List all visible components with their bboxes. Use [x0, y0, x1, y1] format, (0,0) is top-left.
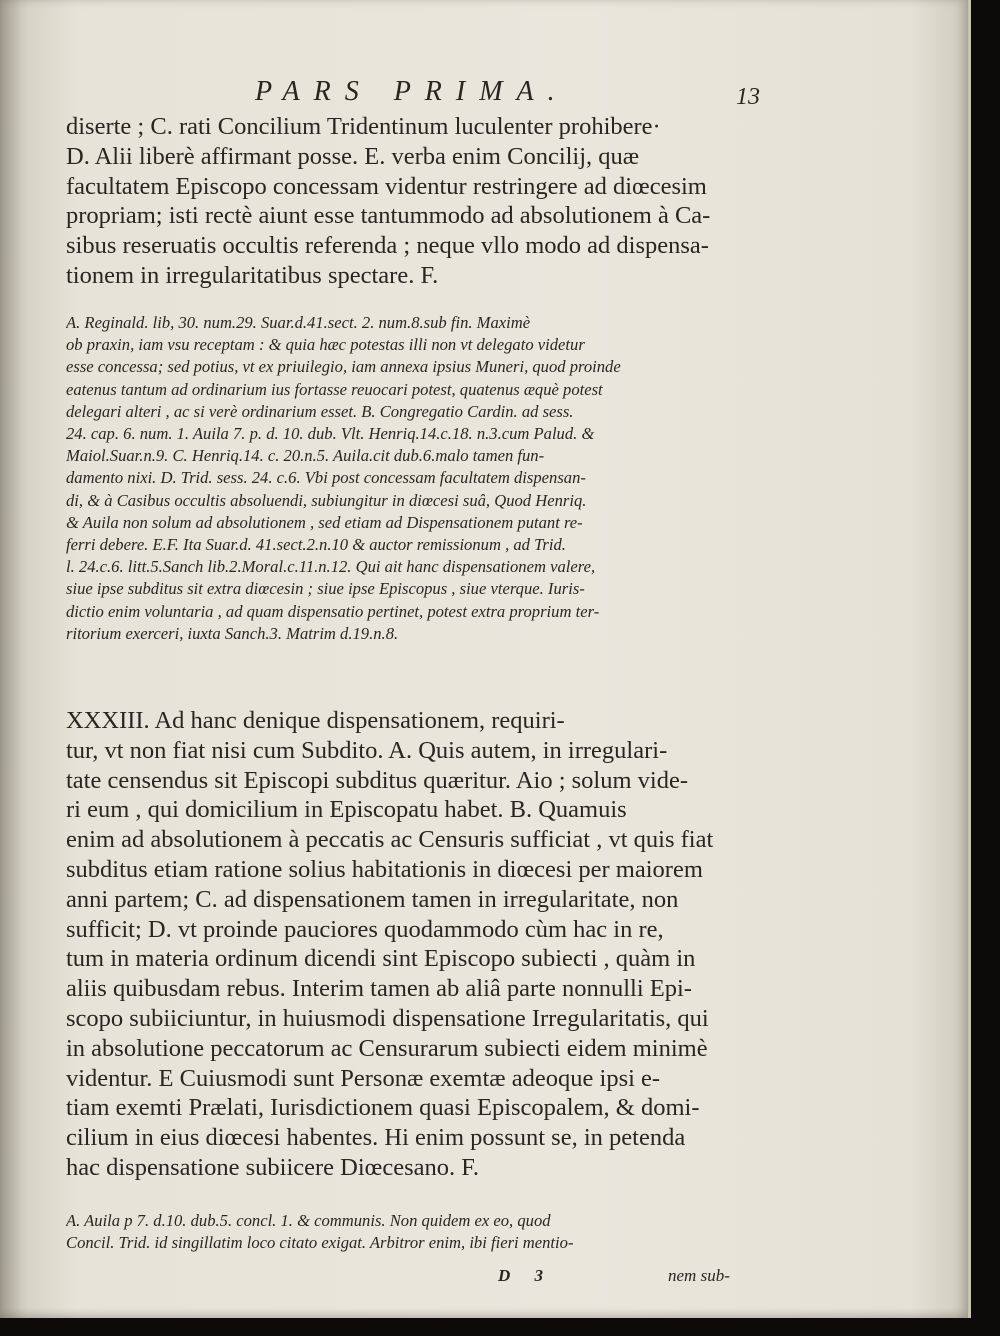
text-line: anni partem; C. ad dispensationem tamen in irregularitate, non — [66, 885, 679, 913]
text-line: subditus etiam ratione solius habitationis in diœcesi per maiorem — [66, 855, 703, 883]
text-line: cilium in eius diœcesi habentes. Hi enim possunt se, in petenda — [66, 1124, 686, 1152]
text-line: aliis quibusdam rebus. Interim tamen ab aliâ parte nonnulli Epi- — [66, 975, 692, 1003]
page-number: 13 — [736, 84, 760, 110]
text-line: enim ad absolutionem à peccatis ac Censuris sufficiat , vt quis fiat — [66, 826, 714, 854]
note-line: delegari alteri , ac si verè ordinarium esset. B. Congregatio Cardin. ad sess. — [66, 401, 574, 421]
note-line: l. 24.c.6. litt.5.Sanch lib.2.Moral.c.11.n.12. Qui ait hanc dispensationem valere, — [66, 557, 596, 577]
note-line: eatenus tantum ad ordinarium ius fortasse reuocari potest, quatenus æquè potest — [66, 379, 603, 399]
note-line: Maiol.Suar.n.9. C. Henriq.14. c. 20.n.5. Auila.cit dub.6.malo tamen fun- — [66, 446, 545, 466]
note-line: ritorium exerceri, iuxta Sanch.3. Matrim d.19.n.8. — [66, 623, 399, 643]
note-line: esse concessa; sed potius, vt ex priuilegio, iam annexa ipsius Muneri, quod proinde — [66, 357, 621, 377]
text-line: scopo subiiciuntur, in huiusmodi dispensatione Irregularitatis, qui — [66, 1004, 709, 1032]
text-line: videntur. E Cuiusmodi sunt Personæ exemtæ adeoque ipsi e- — [66, 1064, 661, 1092]
main-text-section-1 — [66, 112, 766, 291]
text-line: diserte ; C. rati Concilium Tridentinum luculenter prohibere· — [66, 113, 661, 140]
text-line: propriam; isti rectè aiunt esse tantummodo ad absolutionem à Ca- — [66, 202, 711, 230]
page-edge — [968, 0, 971, 1318]
note-line: A. Auila p 7. d.10. dub.5. concl. 1. & communis. Non quidem ex eo, quod — [66, 1211, 551, 1230]
text-line: tur, vt non fiat nisi cum Subdito. A. Quis autem, in irregulari- — [66, 736, 668, 764]
main-text-section-2 — [66, 706, 766, 1183]
text-line: hac dispensatione subiicere Diœcesano. F. — [66, 1153, 480, 1181]
text-line: tionem in irregularitatibus spectare. F. — [66, 261, 439, 289]
text-line: tiam exemti Prælati, Iurisdictionem quasi Episcopalem, & domi- — [66, 1094, 700, 1122]
page-footer — [0, 1266, 968, 1290]
note-line: Concil. Trid. id singillatim loco citato exigat. Arbitror enim, ibi fieri mentio- — [66, 1233, 574, 1253]
text-line: tate censendus sit Episcopi subditus quæritur. Aio ; solum vide- — [66, 766, 688, 794]
running-head: PARS PRIMA. — [255, 76, 569, 107]
note-line: & Auila non solum ad absolutionem , sed etiam ad Dispensationem putant re- — [66, 512, 583, 532]
text-line: in absolutione peccatorum ac Censurarum subiecti eidem minimè — [66, 1034, 708, 1062]
text-line: facultatem Episcopo concessam videntur restringere ad diœcesim — [66, 172, 707, 200]
marginal-notes-2 — [66, 1210, 766, 1254]
text-line: XXXIII. Ad hanc denique dispensationem, requiri- — [66, 707, 565, 734]
note-line: ob praxin, iam vsu receptam : & quia hæc potestas illi non vt delegato videtur — [66, 335, 585, 355]
note-line: di, & à Casibus occultis absoluendi, subiungitur in diœcesi suâ, Quod Henriq. — [66, 490, 587, 510]
text-line: sufficit; D. vt proinde pauciores quodammodo cùm hac in re, — [66, 915, 664, 943]
note-line: 24. cap. 6. num. 1. Auila 7. p. d. 10. dub. Vlt. Henriq.14.c.18. n.3.cum Palud. & — [66, 424, 595, 444]
signature-mark: D 3 — [498, 1266, 554, 1285]
page-header — [0, 72, 968, 112]
text-line: sibus reseruatis occultis referenda ; neque vllo modo ad dispensa- — [66, 232, 709, 260]
note-line: siue ipse subditus sit extra diœcesin ; siue ipse Episcopus , siue vterque. Iuris- — [66, 579, 585, 599]
note-line: ferri debere. E.F. Ita Suar.d. 41.sect.2.n.10 & auctor remissionum , ad Trid. — [66, 535, 566, 555]
binding-shadow — [0, 0, 22, 1318]
catchword: nem sub- — [668, 1266, 730, 1285]
text-line: ri eum , qui domicilium in Episcopatu habet. B. Quamuis — [66, 796, 627, 824]
marginal-notes-1 — [66, 312, 766, 645]
text-line: D. Alii liberè affirmant posse. E. verba enim Concilij, quæ — [66, 142, 640, 170]
note-line: damento nixi. D. Trid. sess. 24. c.6. Vbi post concessam facultatem dispensan- — [66, 468, 586, 488]
text-line: tum in materia ordinum dicendi sint Episcopo subiecti , quàm in — [66, 945, 696, 973]
note-line: A. Reginald. lib, 30. num.29. Suar.d.41.sect. 2. num.8.sub fin. Maximè — [66, 313, 531, 332]
note-line: dictio enim voluntaria , ad quam dispensatio pertinet, potest extra proprium ter- — [66, 601, 600, 621]
